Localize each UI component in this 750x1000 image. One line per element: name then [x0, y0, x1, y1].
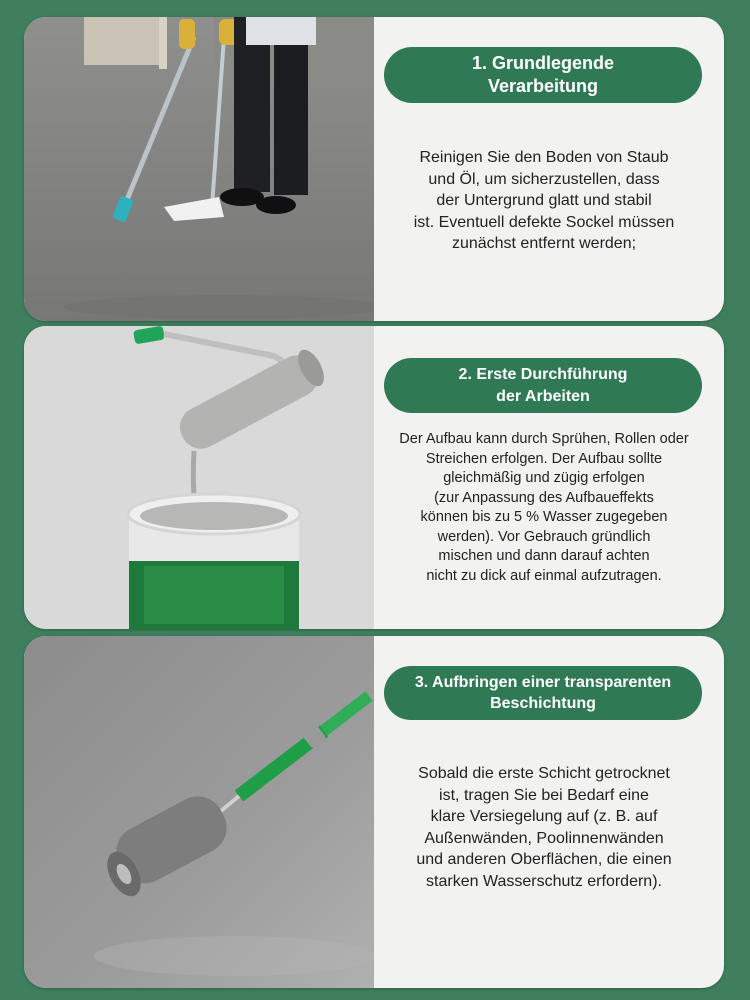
step-2-desc-line: nicht zu dick auf einmal aufzutragen. [426, 567, 662, 584]
step-3-text-panel [374, 636, 724, 988]
step-3-description [374, 763, 714, 892]
step-3-desc-line: ist, tragen Sie bei Bedarf eine [439, 786, 649, 804]
step-1-description [374, 147, 714, 255]
step-card-1 [24, 17, 724, 321]
step-card-2 [24, 326, 724, 629]
step-3-photo [24, 636, 374, 988]
step-1-photo [24, 17, 374, 321]
step-2-desc-line: Streichen erfolgen. Der Aufbau sollte [425, 450, 663, 467]
step-3-desc-line: Sobald die erste Schicht getrocknet [418, 765, 670, 782]
step-2-desc-line: mischen und dann darauf achten [438, 548, 650, 564]
step-3-desc-line: Außenwänden, Poolinnenwänden [424, 829, 664, 847]
step-3-title-line-1: 3. Aufbringen einer transparenten [414, 674, 672, 691]
step-1-desc-line: zunächst entfernt werden; [451, 235, 637, 252]
step-1-title-line-2: Verarbeitung [487, 76, 599, 96]
step-2-description [374, 430, 714, 586]
step-2-desc-line: werden). Vor Gebrauch gründlich [437, 528, 651, 545]
step-1-desc-line: ist. Eventuell defekte Sockel müssen [413, 213, 675, 231]
step-1-title-badge [384, 47, 702, 103]
step-2-title-line-2: der Arbeiten [496, 387, 590, 405]
step-1-desc-line: Reinigen Sie den Boden von Staub [419, 149, 669, 166]
step-1-desc-line: der Untergrund glatt und stabil [436, 192, 652, 209]
step-2-photo [24, 326, 374, 629]
step-2-desc-line: Der Aufbau kann durch Sprühen, Rollen oder [399, 431, 689, 447]
step-3-desc-line: starken Wasserschutz erfordern). [426, 872, 662, 890]
step-2-title-badge [384, 358, 702, 413]
step-1-text-panel [374, 17, 724, 321]
step-2-text-panel [374, 326, 724, 629]
step-1-title-line-1: 1. Grundlegende [471, 53, 615, 73]
step-3-desc-line: und anderen Oberflächen, die einen [416, 851, 672, 868]
step-3-title-badge [384, 666, 702, 720]
step-2-desc-line: gleichmäßig und zügig erfolgen [443, 470, 645, 486]
step-2-title-line-1: 2. Erste Durchführung [458, 365, 628, 383]
step-2-desc-line: (zur Anpassung des Aufbaueffekts [434, 489, 654, 506]
step-card-3 [24, 636, 724, 988]
step-2-desc-line: können bis zu 5 % Wasser zugegeben [420, 509, 668, 525]
step-3-desc-line: klare Versiegelung auf (z. B. auf [430, 808, 658, 825]
step-3-title-line-2: Beschichtung [490, 695, 596, 712]
step-1-desc-line: und Öl, um sicherzustellen, dass [428, 170, 660, 188]
